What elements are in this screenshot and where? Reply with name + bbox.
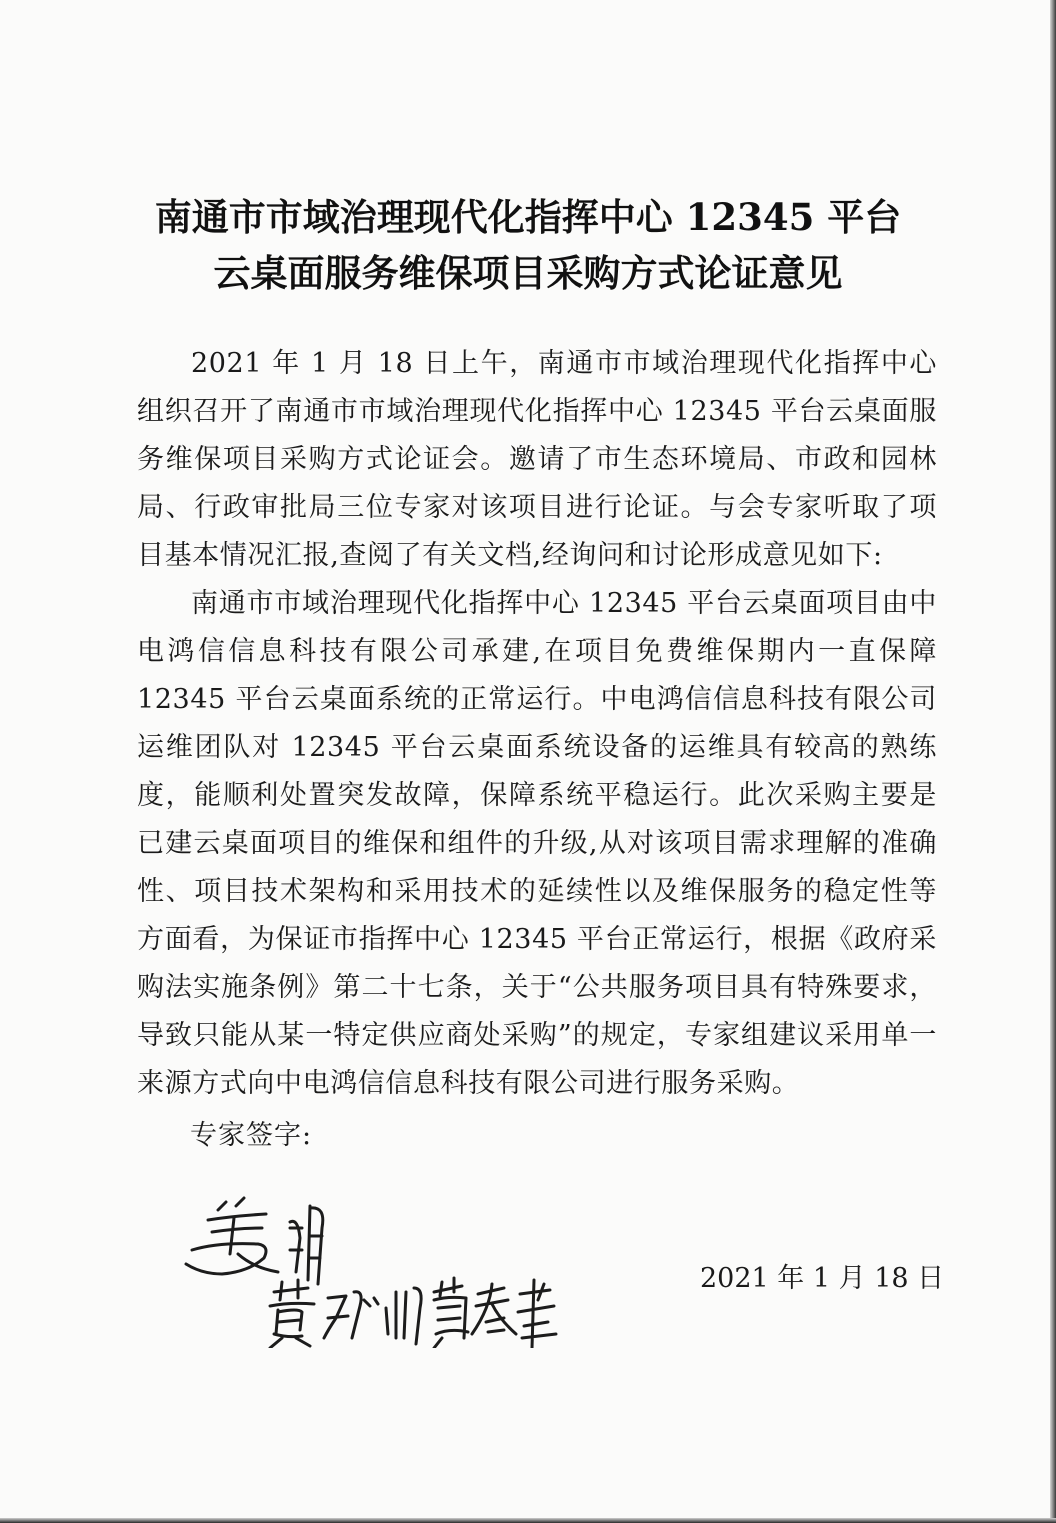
document-title-line-2: 云桌面服务维保项目采购方式论证意见 — [213, 251, 843, 295]
document-title-line-1: 南通市市域治理现代化指挥中心 12345 平台 — [154, 195, 902, 239]
document-date: 2021 年 1 月 18 日 — [700, 1263, 945, 1294]
signature-ge-chun-hua — [434, 1278, 556, 1348]
signature-label: 专家签字: — [190, 1120, 313, 1151]
signature-jiang-ming — [186, 1198, 323, 1284]
signature-huang-xiang-gang — [270, 1280, 421, 1348]
handwritten-signatures — [178, 1188, 578, 1348]
paragraph-meeting-intro: 2021 年 1 月 18 日上午，南通市市域治理现代化指挥中心组织召开了南通市市域治理现代化指挥中心 12345 平台云桌面服务维保项目采购方式论证会。邀请了市生态环境局、市政和园林局、行政审批局三位专家对该项目进行论证。与会专家听取了项目基本情况汇报,查阅了有关文档,经询问和讨论形成意见如下: — [137, 348, 937, 571]
paragraph-expert-opinion: 南通市市域治理现代化指挥中心 12345 平台云桌面项目由中电鸿信信息科技有限公司承建,在项目免费维保期内一直保障 12345 平台云桌面系统的正常运行。中电鸿信信息科技有限公司运维团队对 12345 平台云桌面系统设备的运维具有较高的熟练度，能顺利处置突发故障，保障系统平稳运行。此次采购主要是已建云桌面项目的维保和组件的升级,从对该项目需求理解的准确性、项目技术架构和采用技术的延续性以及维保服务的稳定性等方面看，为保证市指挥中心 12345 平台正常运行，根据《政府采购法实施条例》第二十七条，关于“公共服务项目具有特殊要求，导致只能从某一特定供应商处采购”的规定，专家组建议采用单一来源方式向中电鸿信信息科技有限公司进行服务采购。 — [137, 588, 937, 1099]
scan-edge-bottom — [0, 1518, 1056, 1523]
scan-edge-right — [1050, 0, 1056, 1523]
document-body — [137, 340, 937, 1108]
